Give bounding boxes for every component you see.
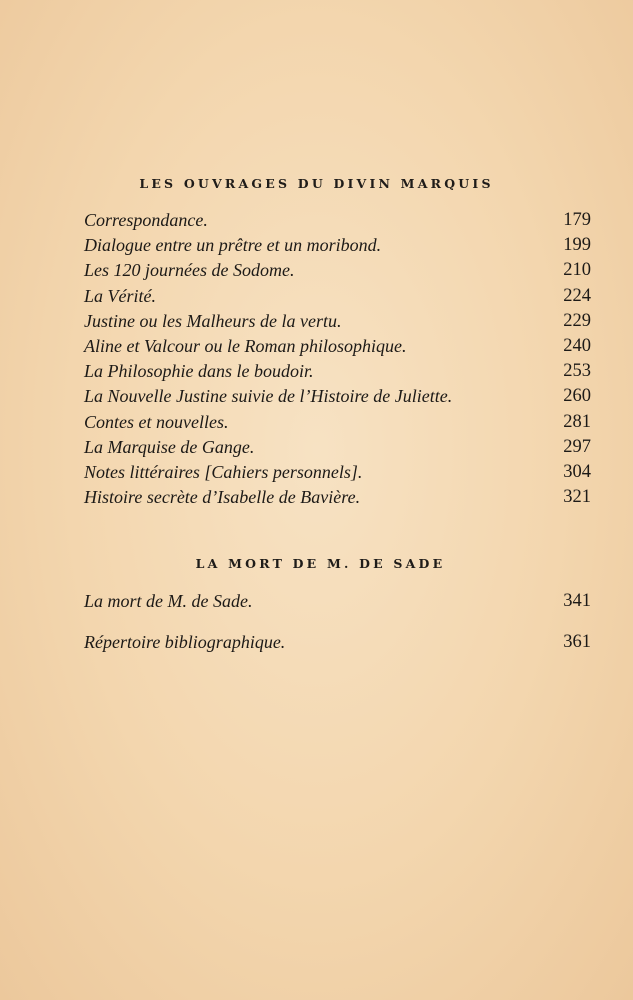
toc-entry-title: Répertoire bibliographique. (84, 632, 286, 652)
toc-entry-page: 179 (563, 210, 591, 230)
toc-entry[interactable] (84, 284, 591, 309)
toc-entry-page: 260 (563, 386, 591, 407)
toc-entry-title: Aline et Valcour ou le Roman philosophique. (84, 335, 407, 356)
toc-entry-page: 240 (563, 335, 591, 356)
toc-list-ouvrages (84, 208, 591, 510)
toc-entry-page: 229 (563, 310, 591, 331)
toc-entry-title: La Vérité. (84, 285, 156, 306)
toc-entry-title: La Marquise de Gange. (84, 436, 255, 457)
toc-entry-title: Justine ou les Malheurs de la vertu. (84, 310, 342, 331)
toc-entry-page: 210 (563, 260, 591, 281)
toc-entry-mort-de-sade[interactable] (84, 589, 591, 614)
toc-entry-page: 281 (563, 411, 591, 432)
toc-entry[interactable] (84, 460, 591, 485)
toc-entry[interactable] (84, 359, 591, 384)
toc-entry-title: La mort de M. de Sade. (84, 591, 253, 611)
toc-entry-bibliography[interactable] (84, 630, 591, 655)
toc-entry-title: Notes littéraires [Cahiers personnels]. (84, 461, 363, 482)
toc-entry-title: La Philosophie dans le boudoir. (84, 361, 314, 382)
toc-entry-title: Dialogue entre un prêtre et un moribond. (84, 235, 382, 256)
toc-entry-page: 361 (563, 632, 591, 652)
toc-entry-title: Correspondance. (84, 210, 208, 230)
toc-entry-title: Histoire secrète d’Isabelle de Bavière. (84, 487, 361, 508)
toc-entry[interactable] (84, 384, 591, 409)
toc-entry[interactable] (84, 309, 591, 334)
toc-entry-page: 321 (563, 487, 591, 508)
toc-entry-page: 199 (563, 235, 591, 256)
toc-entry[interactable] (84, 334, 591, 359)
toc-entry[interactable] (84, 410, 591, 435)
toc-entry[interactable] (84, 485, 591, 510)
section-heading-ouvrages: LES OUVRAGES DU DIVIN MARQUIS (139, 176, 494, 191)
toc-entry-page: 253 (563, 361, 591, 382)
toc-entry-page: 297 (563, 436, 591, 457)
toc-entry[interactable] (84, 435, 591, 460)
toc-entry[interactable] (84, 258, 591, 283)
toc-entry-title: La Nouvelle Justine suivie de l’Histoire de Juliette. (84, 386, 453, 407)
toc-entry[interactable] (84, 208, 591, 233)
section-heading-mort: LA MORT DE M. DE SADE (195, 556, 446, 571)
toc-entry-page: 224 (563, 285, 591, 306)
toc-entry-title: Contes et nouvelles. (84, 411, 229, 432)
toc-entry[interactable] (84, 233, 591, 258)
toc-entry-title: Les 120 journées de Sodome. (84, 260, 295, 281)
toc-entry-page: 304 (563, 461, 591, 482)
toc-entry-page: 341 (563, 591, 591, 611)
